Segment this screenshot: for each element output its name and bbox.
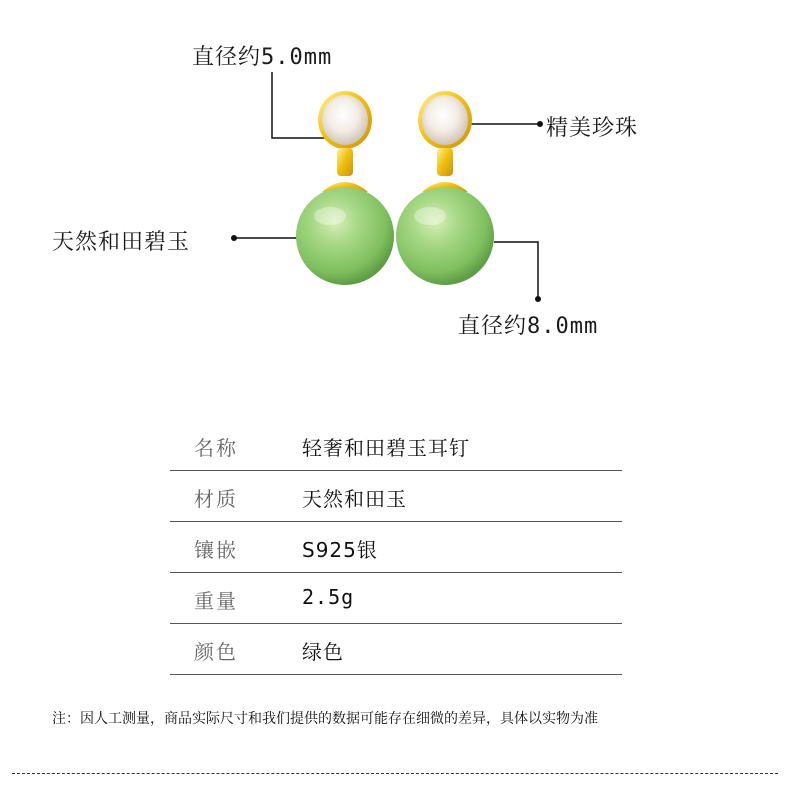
callout-pearl-label: 精美珍珠 (546, 116, 639, 141)
spec-value: 天然和田玉 (302, 487, 407, 511)
dashed-divider (12, 773, 778, 774)
measurement-note: 注：因人工测量，商品实际尺寸和我们提供的数据可能存在细微的差异，具体以实物为准 (52, 711, 598, 727)
right-earring (396, 91, 494, 285)
spec-label: 颜色 (194, 640, 238, 664)
spec-table (170, 420, 622, 675)
left-jade (296, 187, 394, 285)
spec-row-name (170, 420, 622, 471)
right-jade (396, 187, 494, 285)
callout-jade-diameter: 直径约8.0mm (458, 314, 599, 339)
callout-pearl-diameter: 直径约5.0mm (192, 45, 333, 70)
spec-label: 材质 (194, 487, 238, 511)
spec-value: 2.5g (302, 585, 355, 609)
spec-row-material (170, 471, 622, 522)
right-pearl (422, 95, 468, 145)
spec-value: 轻奢和田碧玉耳钉 (302, 436, 470, 460)
spec-label: 镶嵌 (194, 538, 238, 562)
spec-value: 绿色 (302, 640, 344, 664)
right-link (437, 148, 453, 176)
spec-label: 重量 (194, 589, 238, 613)
left-link (337, 148, 353, 176)
callout-jade-label: 天然和田碧玉 (52, 230, 191, 255)
spec-label: 名称 (194, 436, 238, 460)
spec-row-weight (170, 573, 622, 624)
left-earring (296, 91, 394, 285)
left-pearl (322, 95, 368, 145)
callout-lines (236, 72, 540, 298)
spec-row-setting (170, 522, 622, 573)
spec-value: S925银 (302, 538, 378, 562)
spec-row-color (170, 624, 622, 675)
